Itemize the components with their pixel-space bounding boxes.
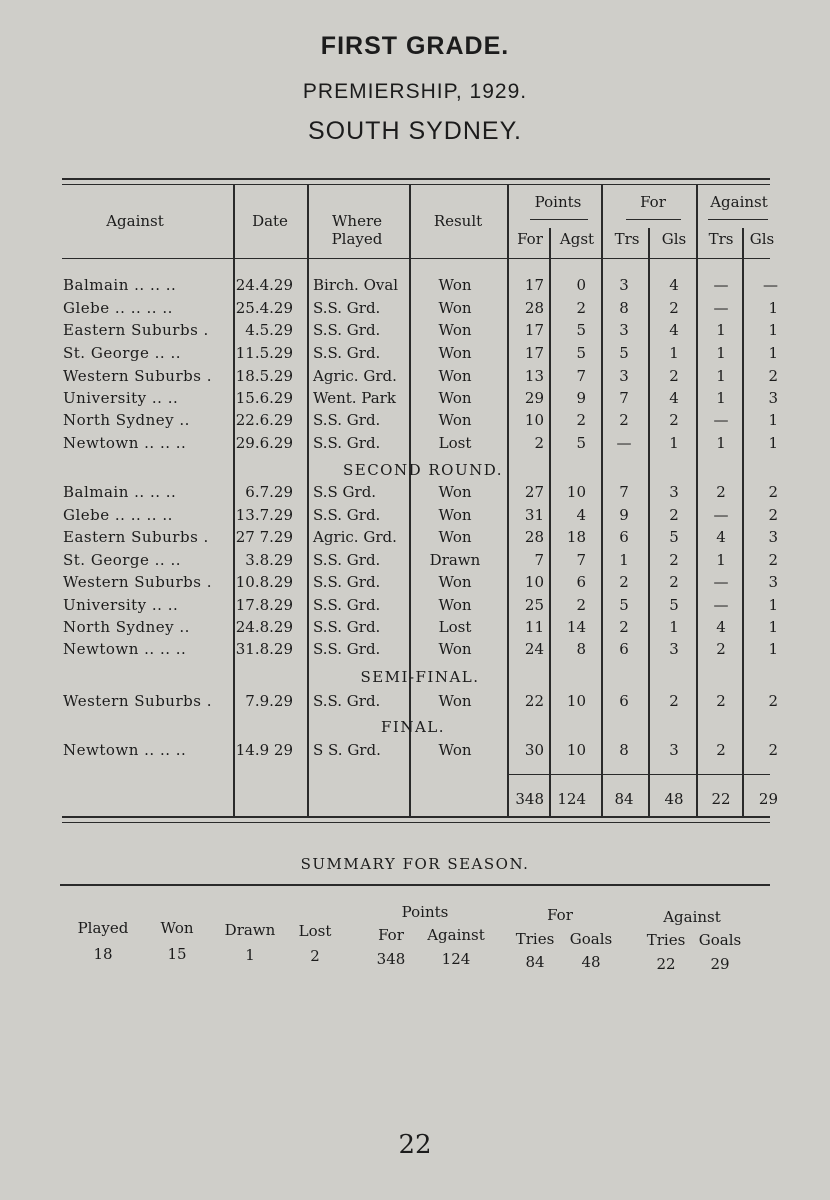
team-cell: Newtown .. .. .. xyxy=(63,741,187,759)
against-tries-cell: 2 xyxy=(716,483,726,501)
result-cell: Lost xyxy=(438,434,472,452)
summary-for-tries-label: Tries xyxy=(515,930,555,948)
venue-cell: S.S. Grd. xyxy=(313,640,381,658)
team-cell: St. George .. .. xyxy=(63,344,181,362)
points-for-cell: 10 xyxy=(524,573,544,591)
team-cell: Balmain .. .. .. xyxy=(63,276,177,294)
summary-for-tries: 84 xyxy=(525,953,545,971)
points-for-cell: 17 xyxy=(524,276,544,294)
page-title: FIRST GRADE. xyxy=(320,32,510,60)
for-goals-cell: 5 xyxy=(669,596,679,614)
summary-against-tries-label: Tries xyxy=(646,931,686,949)
result-cell: Won xyxy=(438,321,472,339)
against-goals-cell: 1 xyxy=(768,321,778,339)
result-cell: Won xyxy=(438,573,472,591)
for-goals-cell: 1 xyxy=(669,344,679,362)
for-goals-cell: 4 xyxy=(669,276,679,294)
total-against-goals: 29 xyxy=(758,790,778,808)
bottom-rule-thin xyxy=(62,822,770,823)
venue-cell: S.S. Grd. xyxy=(313,411,381,429)
summary-points-against: 124 xyxy=(441,950,471,968)
venue-cell: S.S. Grd. xyxy=(313,434,381,452)
header-against-gls: Gls xyxy=(749,230,775,248)
total-for-tries: 84 xyxy=(614,790,634,808)
for-goals-cell: 2 xyxy=(669,411,679,429)
points-against-cell: 0 xyxy=(576,276,586,294)
header-against: Against xyxy=(106,212,164,230)
against-tries-cell: — xyxy=(713,506,729,524)
table-row xyxy=(0,741,830,763)
summary-won-label: Won xyxy=(160,919,194,937)
table-row xyxy=(0,367,830,389)
date-cell: 10.8.29 xyxy=(235,573,293,591)
for-goals-cell: 1 xyxy=(669,618,679,636)
against-tries-cell: 2 xyxy=(716,640,726,658)
venue-cell: S.S. Grd. xyxy=(313,573,381,591)
points-for-cell: 10 xyxy=(524,411,544,429)
against-goals-cell: 3 xyxy=(768,573,778,591)
summary-for-goals: 48 xyxy=(581,953,601,971)
against-goals-cell: 2 xyxy=(768,692,778,710)
for-goals-cell: 4 xyxy=(669,389,679,407)
summary-against-tries: 22 xyxy=(656,955,676,973)
date-cell: 17.8.29 xyxy=(235,596,293,614)
points-for-cell: 28 xyxy=(524,299,544,317)
against-tries-cell: 1 xyxy=(716,367,726,385)
semi-final-label: SEMI-FINAL. xyxy=(360,668,480,686)
for-tries-cell: — xyxy=(616,434,632,452)
for-goals-cell: 3 xyxy=(669,483,679,501)
summary-points-for-label: For xyxy=(378,926,404,944)
result-cell: Won xyxy=(438,299,472,317)
against-tries-cell: — xyxy=(713,276,729,294)
points-against-cell: 5 xyxy=(576,321,586,339)
total-points-for: 348 xyxy=(515,790,544,808)
against-tries-cell: 4 xyxy=(716,528,726,546)
against-goals-cell: 2 xyxy=(768,741,778,759)
for-tries-cell: 6 xyxy=(619,640,629,658)
venue-cell: S.S. Grd. xyxy=(313,344,381,362)
header-against-trs: Trs xyxy=(708,230,734,248)
against-goals-cell: 2 xyxy=(768,483,778,501)
against-tries-cell: — xyxy=(713,411,729,429)
team-cell: Western Suburbs . xyxy=(63,573,212,591)
result-cell: Won xyxy=(438,741,472,759)
team-cell: Western Suburbs . xyxy=(63,692,212,710)
team-cell: Eastern Suburbs . xyxy=(63,528,209,546)
against-goals-cell: 1 xyxy=(768,618,778,636)
points-for-cell: 31 xyxy=(524,506,544,524)
team-cell: Newtown .. .. .. xyxy=(63,640,187,658)
team-cell: North Sydney .. xyxy=(63,411,190,429)
result-cell: Won xyxy=(438,692,472,710)
venue-cell: S.S. Grd. xyxy=(313,506,381,524)
for-goals-cell: 4 xyxy=(669,321,679,339)
against-goals-cell: — xyxy=(763,276,778,294)
venue-cell: Birch. Oval xyxy=(313,276,399,294)
points-against-cell: 6 xyxy=(576,573,586,591)
second-round-label: SECOND ROUND. xyxy=(342,461,504,479)
venue-cell: S.S. Grd. xyxy=(313,299,381,317)
summary-lost: 2 xyxy=(310,947,320,965)
header-against-group: Against xyxy=(710,193,768,211)
points-against-cell: 10 xyxy=(566,741,586,759)
table-row xyxy=(0,411,830,433)
points-against-cell: 9 xyxy=(576,389,586,407)
result-cell: Won xyxy=(438,528,472,546)
against-tries-cell: 4 xyxy=(716,618,726,636)
team-cell: Eastern Suburbs . xyxy=(63,321,209,339)
date-cell: 15.6.29 xyxy=(235,389,293,407)
against-goals-cell: 3 xyxy=(768,389,778,407)
points-against-cell: 10 xyxy=(566,692,586,710)
top-rule-thin xyxy=(62,184,770,185)
result-cell: Won xyxy=(438,344,472,362)
date-cell: 27 7.29 xyxy=(235,528,293,546)
for-tries-cell: 8 xyxy=(619,299,629,317)
summary-played: 18 xyxy=(93,945,113,963)
table-row xyxy=(0,528,830,550)
for-tries-cell: 5 xyxy=(619,596,629,614)
date-cell: 4.5.29 xyxy=(245,321,293,339)
venue-cell: S S. Grd. xyxy=(313,741,381,759)
total-points-against: 124 xyxy=(557,790,586,808)
team-cell: St. George .. .. xyxy=(63,551,181,569)
for-tries-cell: 8 xyxy=(619,741,629,759)
against-tries-cell: 2 xyxy=(716,741,726,759)
for-tries-cell: 6 xyxy=(619,528,629,546)
against-goals-cell: 1 xyxy=(768,640,778,658)
result-cell: Won xyxy=(438,483,472,501)
for-goals-cell: 3 xyxy=(669,640,679,658)
total-against-tries: 22 xyxy=(711,790,731,808)
points-against-cell: 2 xyxy=(576,596,586,614)
header-underline xyxy=(626,219,681,220)
for-tries-cell: 7 xyxy=(619,483,629,501)
header-for-trs: Trs xyxy=(614,230,640,248)
table-row xyxy=(0,344,830,366)
table-row xyxy=(0,276,830,298)
table-row xyxy=(0,618,830,640)
header-date: Date xyxy=(252,212,288,230)
totals-rule xyxy=(507,774,770,775)
for-goals-cell: 5 xyxy=(669,528,679,546)
date-cell: 22.6.29 xyxy=(235,411,293,429)
date-cell: 14.9 29 xyxy=(235,741,293,759)
for-tries-cell: 7 xyxy=(619,389,629,407)
team-cell: Newtown .. .. .. xyxy=(63,434,187,452)
table-row xyxy=(0,321,830,343)
for-tries-cell: 9 xyxy=(619,506,629,524)
venue-cell: S.S Grd. xyxy=(313,483,377,501)
team-cell: Glebe .. .. .. .. xyxy=(63,299,173,317)
result-cell: Won xyxy=(438,640,472,658)
against-tries-cell: — xyxy=(713,596,729,614)
for-tries-cell: 2 xyxy=(619,411,629,429)
result-cell: Won xyxy=(438,411,472,429)
against-goals-cell: 2 xyxy=(768,506,778,524)
points-against-cell: 14 xyxy=(566,618,586,636)
summary-drawn-label: Drawn xyxy=(224,921,276,939)
points-for-cell: 17 xyxy=(524,321,544,339)
venue-cell: Agric. Grd. xyxy=(313,528,397,546)
team-title: SOUTH SYDNEY. xyxy=(308,117,522,145)
points-for-cell: 29 xyxy=(524,389,544,407)
table-row xyxy=(0,389,830,411)
for-goals-cell: 2 xyxy=(669,367,679,385)
points-for-cell: 13 xyxy=(524,367,544,385)
points-for-cell: 22 xyxy=(524,692,544,710)
date-cell: 13.7.29 xyxy=(235,506,293,524)
points-for-cell: 11 xyxy=(524,618,544,636)
table-row xyxy=(0,596,830,618)
table-row xyxy=(0,434,830,456)
result-cell: Won xyxy=(438,276,472,294)
for-goals-cell: 2 xyxy=(669,299,679,317)
page-number: 22 xyxy=(398,1130,432,1160)
points-against-cell: 2 xyxy=(576,299,586,317)
result-cell: Won xyxy=(438,596,472,614)
points-against-cell: 7 xyxy=(576,551,586,569)
header-for: For xyxy=(640,193,666,211)
against-tries-cell: 1 xyxy=(716,434,726,452)
table-row xyxy=(0,299,830,321)
for-goals-cell: 2 xyxy=(669,506,679,524)
points-against-cell: 18 xyxy=(566,528,586,546)
header-where-played: Where Played xyxy=(331,212,383,248)
final-label: FINAL. xyxy=(380,718,446,736)
against-tries-cell: 2 xyxy=(716,692,726,710)
date-cell: 3.8.29 xyxy=(245,551,293,569)
date-cell: 29.6.29 xyxy=(235,434,293,452)
header-result: Result xyxy=(433,212,483,230)
date-cell: 7.9.29 xyxy=(245,692,293,710)
top-rule xyxy=(62,178,770,180)
team-cell: Glebe .. .. .. .. xyxy=(63,506,173,524)
table-row xyxy=(0,573,830,595)
against-tries-cell: 1 xyxy=(716,344,726,362)
against-goals-cell: 2 xyxy=(768,551,778,569)
summary-lost-label: Lost xyxy=(298,922,332,940)
summary-played-label: Played xyxy=(77,919,129,937)
venue-cell: S.S. Grd. xyxy=(313,321,381,339)
against-goals-cell: 1 xyxy=(768,434,778,452)
points-for-cell: 2 xyxy=(534,434,544,452)
venue-cell: S.S. Grd. xyxy=(313,596,381,614)
result-cell: Drawn xyxy=(429,551,481,569)
summary-against-label: Against xyxy=(663,908,721,926)
team-cell: University .. .. xyxy=(63,596,179,614)
points-against-cell: 7 xyxy=(576,367,586,385)
for-tries-cell: 5 xyxy=(619,344,629,362)
summary-against-goals: 29 xyxy=(710,955,730,973)
header-underline xyxy=(530,219,588,220)
against-tries-cell: 1 xyxy=(716,321,726,339)
date-cell: 24.8.29 xyxy=(235,618,293,636)
table-row xyxy=(0,506,830,528)
result-cell: Won xyxy=(438,389,472,407)
for-tries-cell: 2 xyxy=(619,573,629,591)
team-cell: Western Suburbs . xyxy=(63,367,212,385)
table-row xyxy=(0,551,830,573)
points-against-cell: 8 xyxy=(576,640,586,658)
points-against-cell: 10 xyxy=(566,483,586,501)
against-tries-cell: 1 xyxy=(716,389,726,407)
points-for-cell: 17 xyxy=(524,344,544,362)
for-tries-cell: 1 xyxy=(619,551,629,569)
for-tries-cell: 6 xyxy=(619,692,629,710)
against-goals-cell: 3 xyxy=(768,528,778,546)
points-for-cell: 7 xyxy=(534,551,544,569)
venue-cell: S.S. Grd. xyxy=(313,551,381,569)
against-goals-cell: 1 xyxy=(768,596,778,614)
points-for-cell: 28 xyxy=(524,528,544,546)
team-cell: North Sydney .. xyxy=(63,618,190,636)
venue-cell: S.S. Grd. xyxy=(313,618,381,636)
against-goals-cell: 1 xyxy=(768,344,778,362)
venue-cell: S.S. Grd. xyxy=(313,692,381,710)
summary-against-goals-label: Goals xyxy=(698,931,742,949)
against-tries-cell: 1 xyxy=(716,551,726,569)
table-row xyxy=(0,640,830,662)
against-goals-cell: 1 xyxy=(768,299,778,317)
venue-cell: Went. Park xyxy=(313,389,396,407)
summary-for-goals-label: Goals xyxy=(569,930,613,948)
points-for-cell: 27 xyxy=(524,483,544,501)
header-rule xyxy=(62,258,770,259)
date-cell: 24.4.29 xyxy=(235,276,293,294)
points-against-cell: 4 xyxy=(576,506,586,524)
team-cell: Balmain .. .. .. xyxy=(63,483,177,501)
against-tries-cell: — xyxy=(713,573,729,591)
summary-points-label: Points xyxy=(401,903,449,921)
result-cell: Won xyxy=(438,506,472,524)
against-tries-cell: — xyxy=(713,299,729,317)
table-row xyxy=(0,692,830,714)
summary-points-against-label: Against xyxy=(427,926,485,944)
result-cell: Lost xyxy=(438,618,472,636)
for-tries-cell: 3 xyxy=(619,367,629,385)
points-against-cell: 5 xyxy=(576,434,586,452)
header-points-agst: Agst xyxy=(559,230,595,248)
points-for-cell: 25 xyxy=(524,596,544,614)
header-underline xyxy=(708,219,768,220)
summary-points-for: 348 xyxy=(376,950,406,968)
points-against-cell: 2 xyxy=(576,411,586,429)
points-for-cell: 30 xyxy=(524,741,544,759)
result-cell: Won xyxy=(438,367,472,385)
page-subtitle: PREMIERSHIP, 1929. xyxy=(302,80,528,103)
points-for-cell: 24 xyxy=(524,640,544,658)
for-tries-cell: 3 xyxy=(619,321,629,339)
bottom-rule xyxy=(62,816,770,818)
date-cell: 25.4.29 xyxy=(235,299,293,317)
header-points-for: For xyxy=(517,230,543,248)
against-goals-cell: 2 xyxy=(768,367,778,385)
venue-cell: Agric. Grd. xyxy=(313,367,397,385)
date-cell: 31.8.29 xyxy=(235,640,293,658)
summary-title: SUMMARY FOR SEASON. xyxy=(300,855,530,873)
date-cell: 6.7.29 xyxy=(245,483,293,501)
team-cell: University .. .. xyxy=(63,389,179,407)
for-goals-cell: 2 xyxy=(669,692,679,710)
summary-drawn: 1 xyxy=(245,946,255,964)
summary-for-label: For xyxy=(547,906,573,924)
for-goals-cell: 3 xyxy=(669,741,679,759)
date-cell: 18.5.29 xyxy=(235,367,293,385)
against-goals-cell: 1 xyxy=(768,411,778,429)
summary-won: 15 xyxy=(167,945,187,963)
points-against-cell: 5 xyxy=(576,344,586,362)
for-goals-cell: 2 xyxy=(669,573,679,591)
for-tries-cell: 3 xyxy=(619,276,629,294)
for-tries-cell: 2 xyxy=(619,618,629,636)
for-goals-cell: 1 xyxy=(669,434,679,452)
total-for-goals: 48 xyxy=(664,790,684,808)
date-cell: 11.5.29 xyxy=(235,344,293,362)
header-points: Points xyxy=(534,193,582,211)
header-for-gls: Gls xyxy=(661,230,687,248)
for-goals-cell: 2 xyxy=(669,551,679,569)
totals-row xyxy=(0,790,830,812)
table-row xyxy=(0,483,830,505)
summary-rule xyxy=(60,884,770,886)
